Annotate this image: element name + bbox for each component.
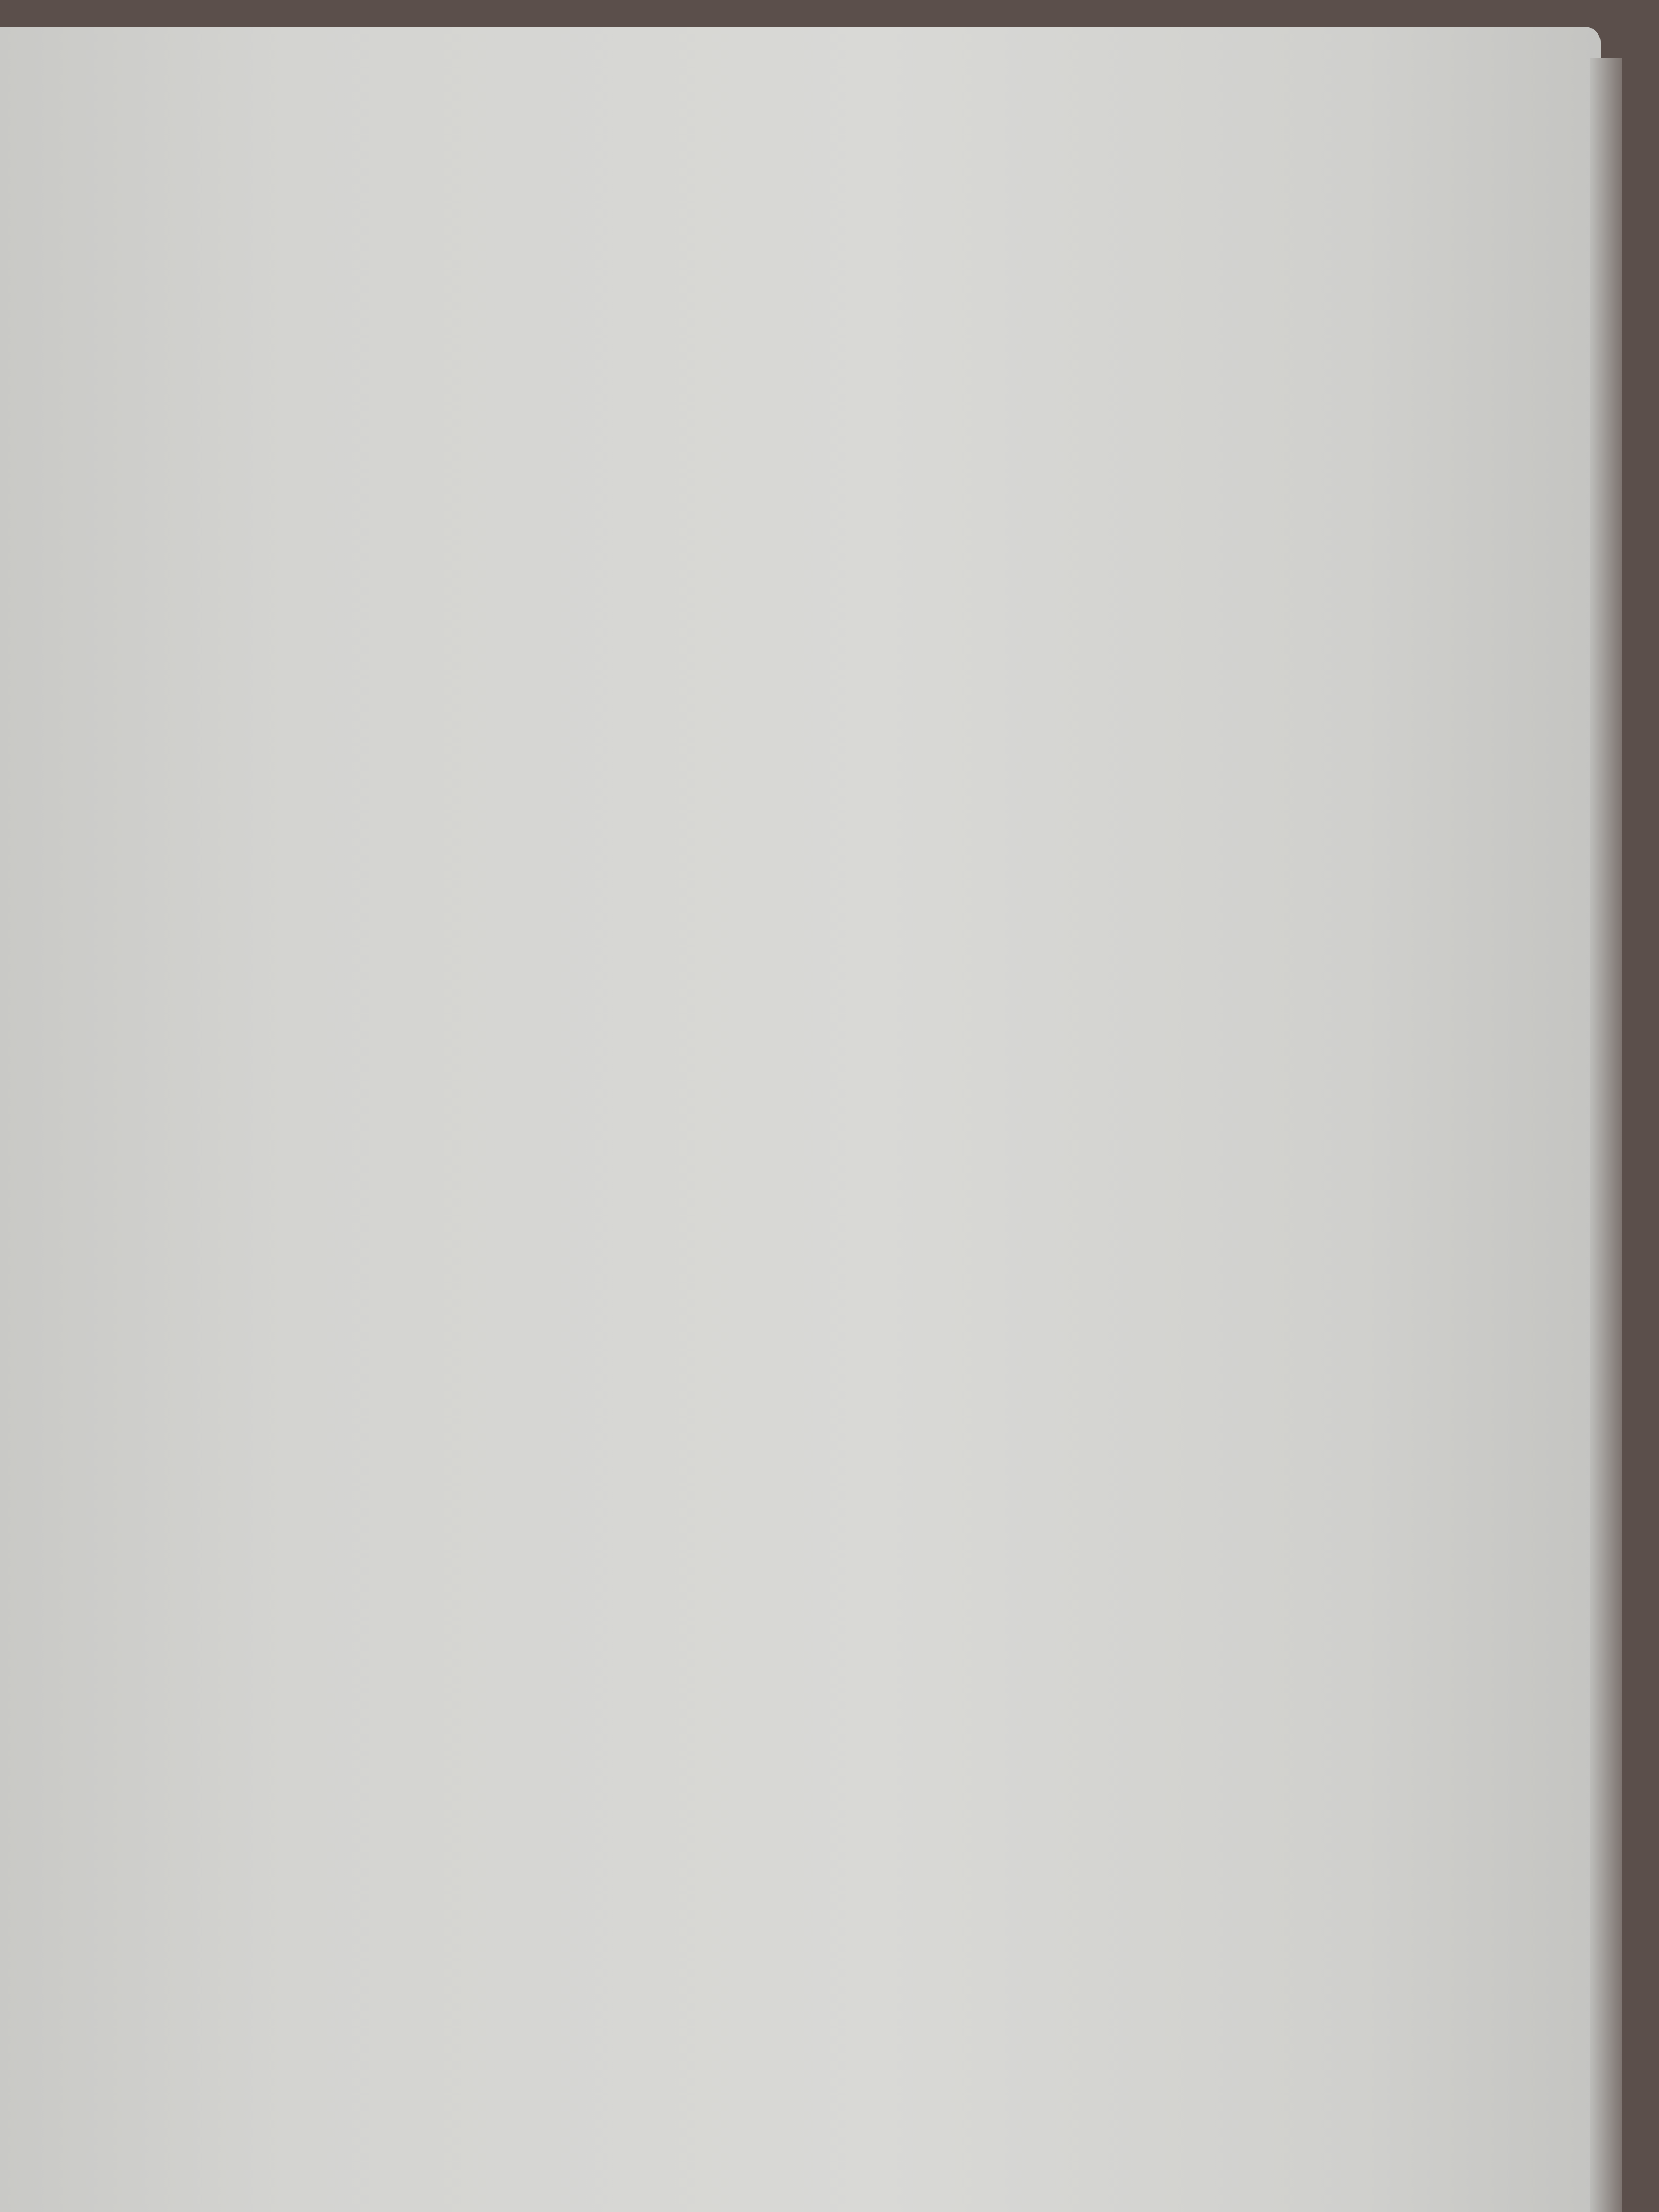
table-of-contents — [0, 27, 1601, 2212]
book-page — [0, 27, 1601, 2212]
